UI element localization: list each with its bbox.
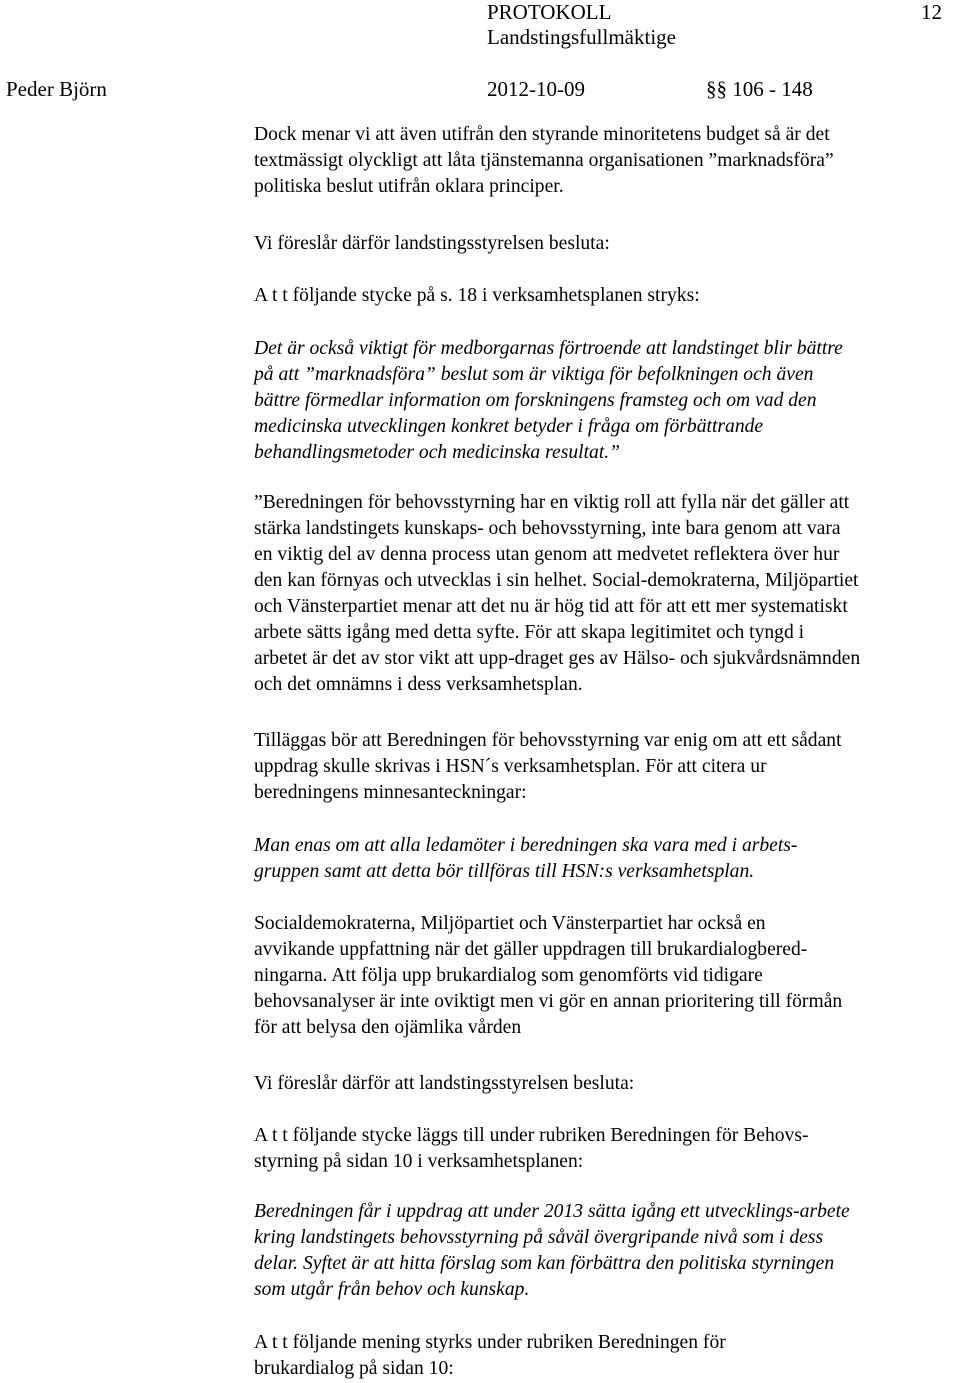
quoted-paragraph-3: Beredningen får i uppdrag att under 2013 sätta igång ett utvecklings-arbete kring landstingets behovsstyrning på såväl övergripande nivå som i dess delar. Syftet är att hitta förslag som kan förbättra den politiska styrningen som utgår från behov och kunskap. <box>254 1201 850 1300</box>
paragraph-7: Vi föreslår därför att landstingsstyrelsen besluta: <box>254 1073 635 1094</box>
paragraph-9: A t t följande mening styrks under rubriken Beredningen för brukardialog på sidan 10: <box>254 1332 726 1379</box>
meeting-date: 2012-10-09 <box>487 77 585 101</box>
author-name: Peder Björn <box>6 77 107 101</box>
document-subtitle: Landstingsfullmäktige <box>487 25 676 49</box>
paragraph-8: A t t följande stycke läggs till under rubriken Beredningen för Behovs- styrning på sidan 10 i verksamhetsplanen: <box>254 1125 809 1172</box>
quoted-paragraph-1: Det är också viktigt för medborgarnas förtroende att landstinget blir bättre på att ”marknadsföra” beslut som är viktiga för befolkningen och även bättre förmedlar information om forskningens framsteg och om vad den medicinska utvecklingen konkret betyder i fråga om förbättrande behandlingsmetoder och medicinska resultat.” <box>254 338 843 463</box>
paragraph-4: ”Beredningen för behovsstyrning har en viktig roll att fylla när det gäller att stärka landstingets kunskaps- och behovsstyrning, inte bara genom att vara en viktig del av denna process utan genom att medvetet reflektera över hur den kan förnyas och utvecklas i sin helhet. Social-demokraterna, Miljöpartiet och Vänsterpartiet menar att det nu är hög tid att för att ett mer systematiskt arbete sätts igång med detta syfte. För att skapa legitimitet och tyngd i arbetet är det av stor vikt att upp-draget ges av Hälso- och sjukvårdsnämnden och det omnämns i dess verksamhetsplan. <box>254 492 861 695</box>
paragraph-6: Socialdemokraterna, Miljöpartiet och Vänsterpartiet har också en avvikande uppfattning när det gäller uppdragen till brukardialogbered- ningarna. Att följa upp brukardialog som genomförts vid tidigare behovsanalyser är inte oviktigt men vi gör en annan prioritering till förmån för att belysa den ojämlika vården <box>254 913 843 1038</box>
paragraph-reference: §§ 106 - 148 <box>706 77 813 101</box>
paragraph-1: Dock menar vi att även utifrån den styrande minoritetens budget så är det textmässigt olyckligt att låta tjänstemanna organisationen ”marknadsföra” politiska beslut utifrån oklara principer. <box>254 124 834 197</box>
paragraph-5: Tilläggas bör att Beredningen för behovsstyrning var enig om att ett sådant uppdrag skulle skrivas i HSN´s verksamhetsplan. För att citera ur beredningens minnesanteckningar: <box>254 730 842 803</box>
paragraph-2: Vi föreslår därför landstingsstyrelsen besluta: <box>254 233 610 254</box>
document-title: PROTOKOLL <box>487 0 612 24</box>
page-number: 12 <box>921 0 942 24</box>
paragraph-3: A t t följande stycke på s. 18 i verksamhetsplanen stryks: <box>254 285 700 306</box>
quoted-paragraph-2: Man enas om att alla ledamöter i beredningen ska vara med i arbets- gruppen samt att detta bör tillföras till HSN:s verksamhetsplan. <box>254 835 798 882</box>
